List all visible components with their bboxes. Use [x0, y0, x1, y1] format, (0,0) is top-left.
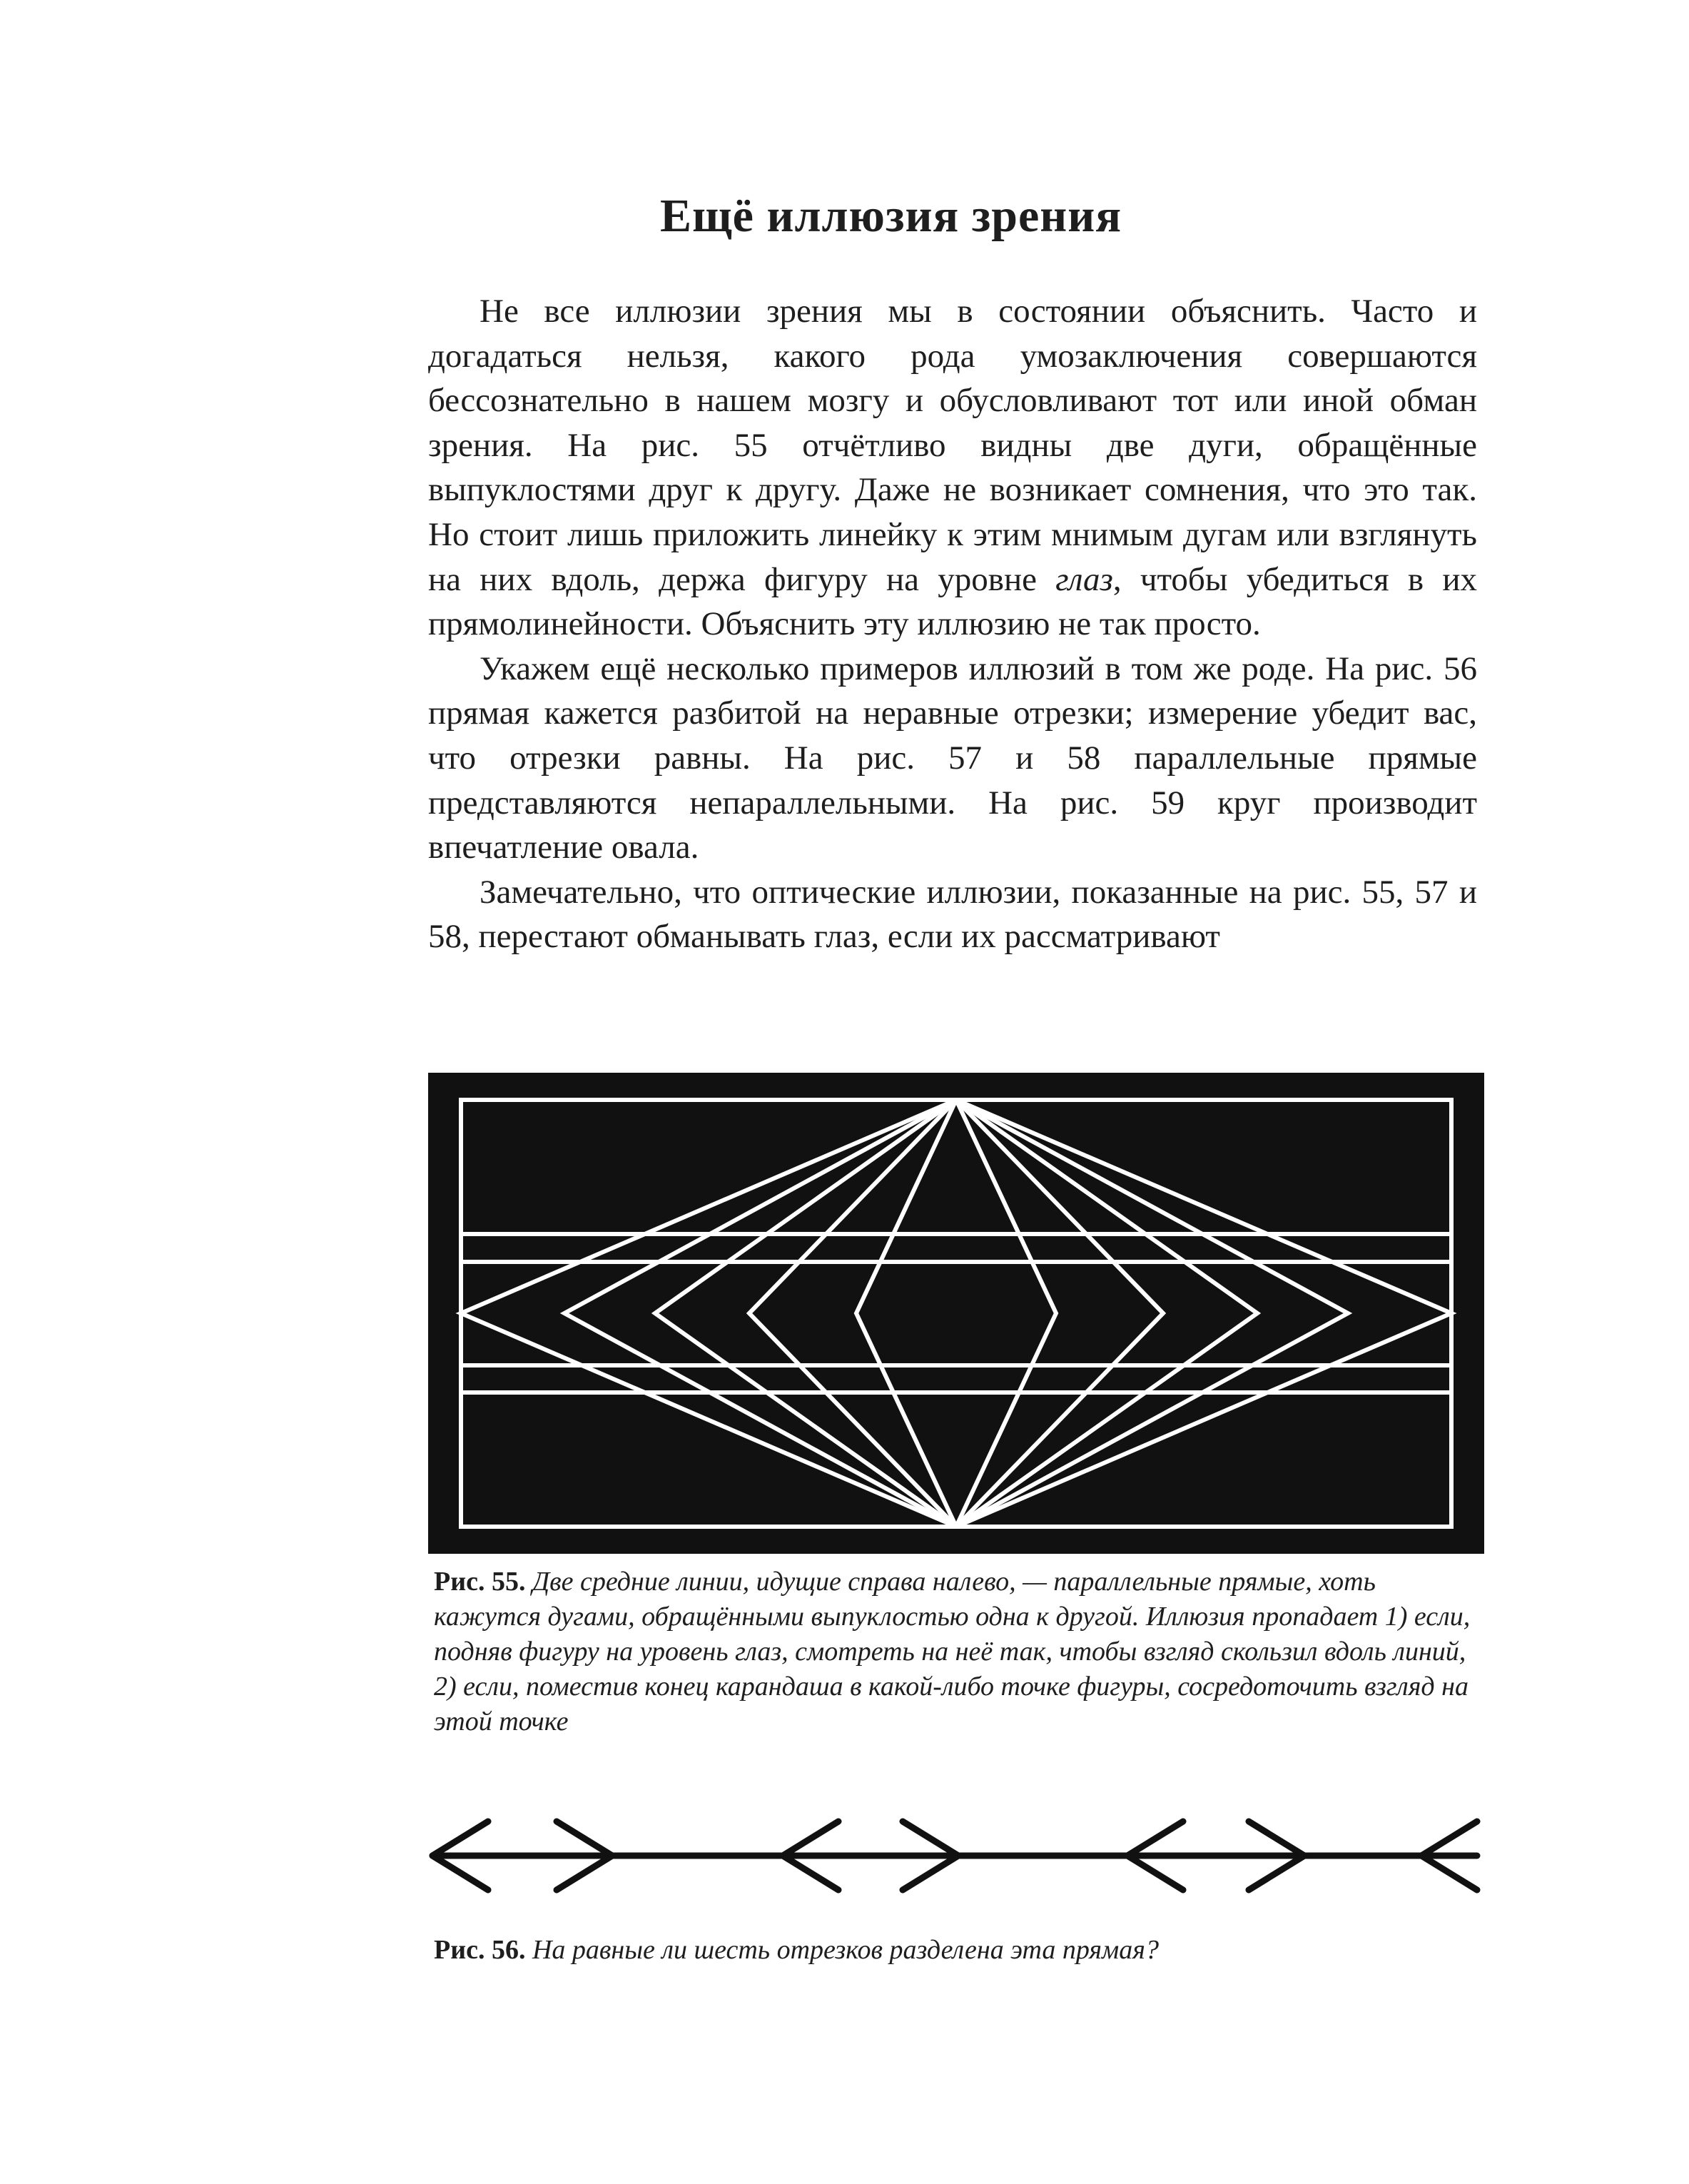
paragraph-2: Укажем ещё несколько примеров иллюзий в том же роде. На рис. 56 прямая кажется разбитой на неравные отрезки; измерение убедит вас, что отрезки равны. На рис. 57 и 58 параллельные прямые представляются непараллельными. На рис. 59 круг производит впечатление овала.	[428, 649, 1477, 866]
body-text	[428, 289, 1477, 959]
paragraph-1-end: , чтобы убедиться в их прямолинейности. Объяснить эту иллюзию не так просто.	[428, 560, 1477, 643]
figure-55-background	[428, 1073, 1484, 1554]
paragraph-3: Замечательно, что оптические иллюзии, показанные на рис. 55, 57 и 58, перестают обманывать глаз, если их рассматривают	[428, 873, 1477, 956]
page-title: Ещё иллюзия зрения	[659, 190, 1122, 242]
figure-55-illusion	[428, 1073, 1484, 1554]
paragraph-1	[428, 289, 1477, 647]
figure-56-caption	[434, 1933, 1483, 1968]
figure-56-arrows-line	[428, 1806, 1484, 1906]
figure-56-caption-text: На равные ли шесть отрезков разделена эта прямая?	[532, 1935, 1159, 1965]
figure-56-caption-label: Рис. 56.	[434, 1935, 526, 1965]
paragraph-1-start: Не все иллюзии зрения мы в состоянии объяснить. Часто и догадаться нельзя, какого рода умозаключения совершаются бессознательно в нашем мозгу и обусловливают тот или иной обман зрения. На рис. 55 отчётливо видны две дуги, обращённые выпуклостями друг к другу. Даже не возникает сомнения, что это так. Но стоит лишь приложить линейку к этим мнимым дугам или взглянуть на них вдоль, держа фигуру на уровне	[428, 293, 1477, 598]
figure-55-caption	[434, 1564, 1483, 1739]
figure-55-caption-label: Рис. 55.	[434, 1567, 526, 1597]
paragraph-1-emphasis: глаз	[1055, 560, 1113, 598]
figure-55-caption-text: Две средние линии, идущие справа налево, — параллельные прямые, хоть кажутся дугами, обращёнными выпуклостью одна к другой. Иллюзия пропадает 1) если, подняв фигуру на уровень глаз, смотреть на неё так, чтобы взгляд скользил вдоль линий, 2) если, поместив конец карандаша в какой-либо точке фигуры, сосредоточить взгляд на этой точке	[434, 1567, 1471, 1736]
figure-56-marks	[432, 1821, 1477, 1890]
